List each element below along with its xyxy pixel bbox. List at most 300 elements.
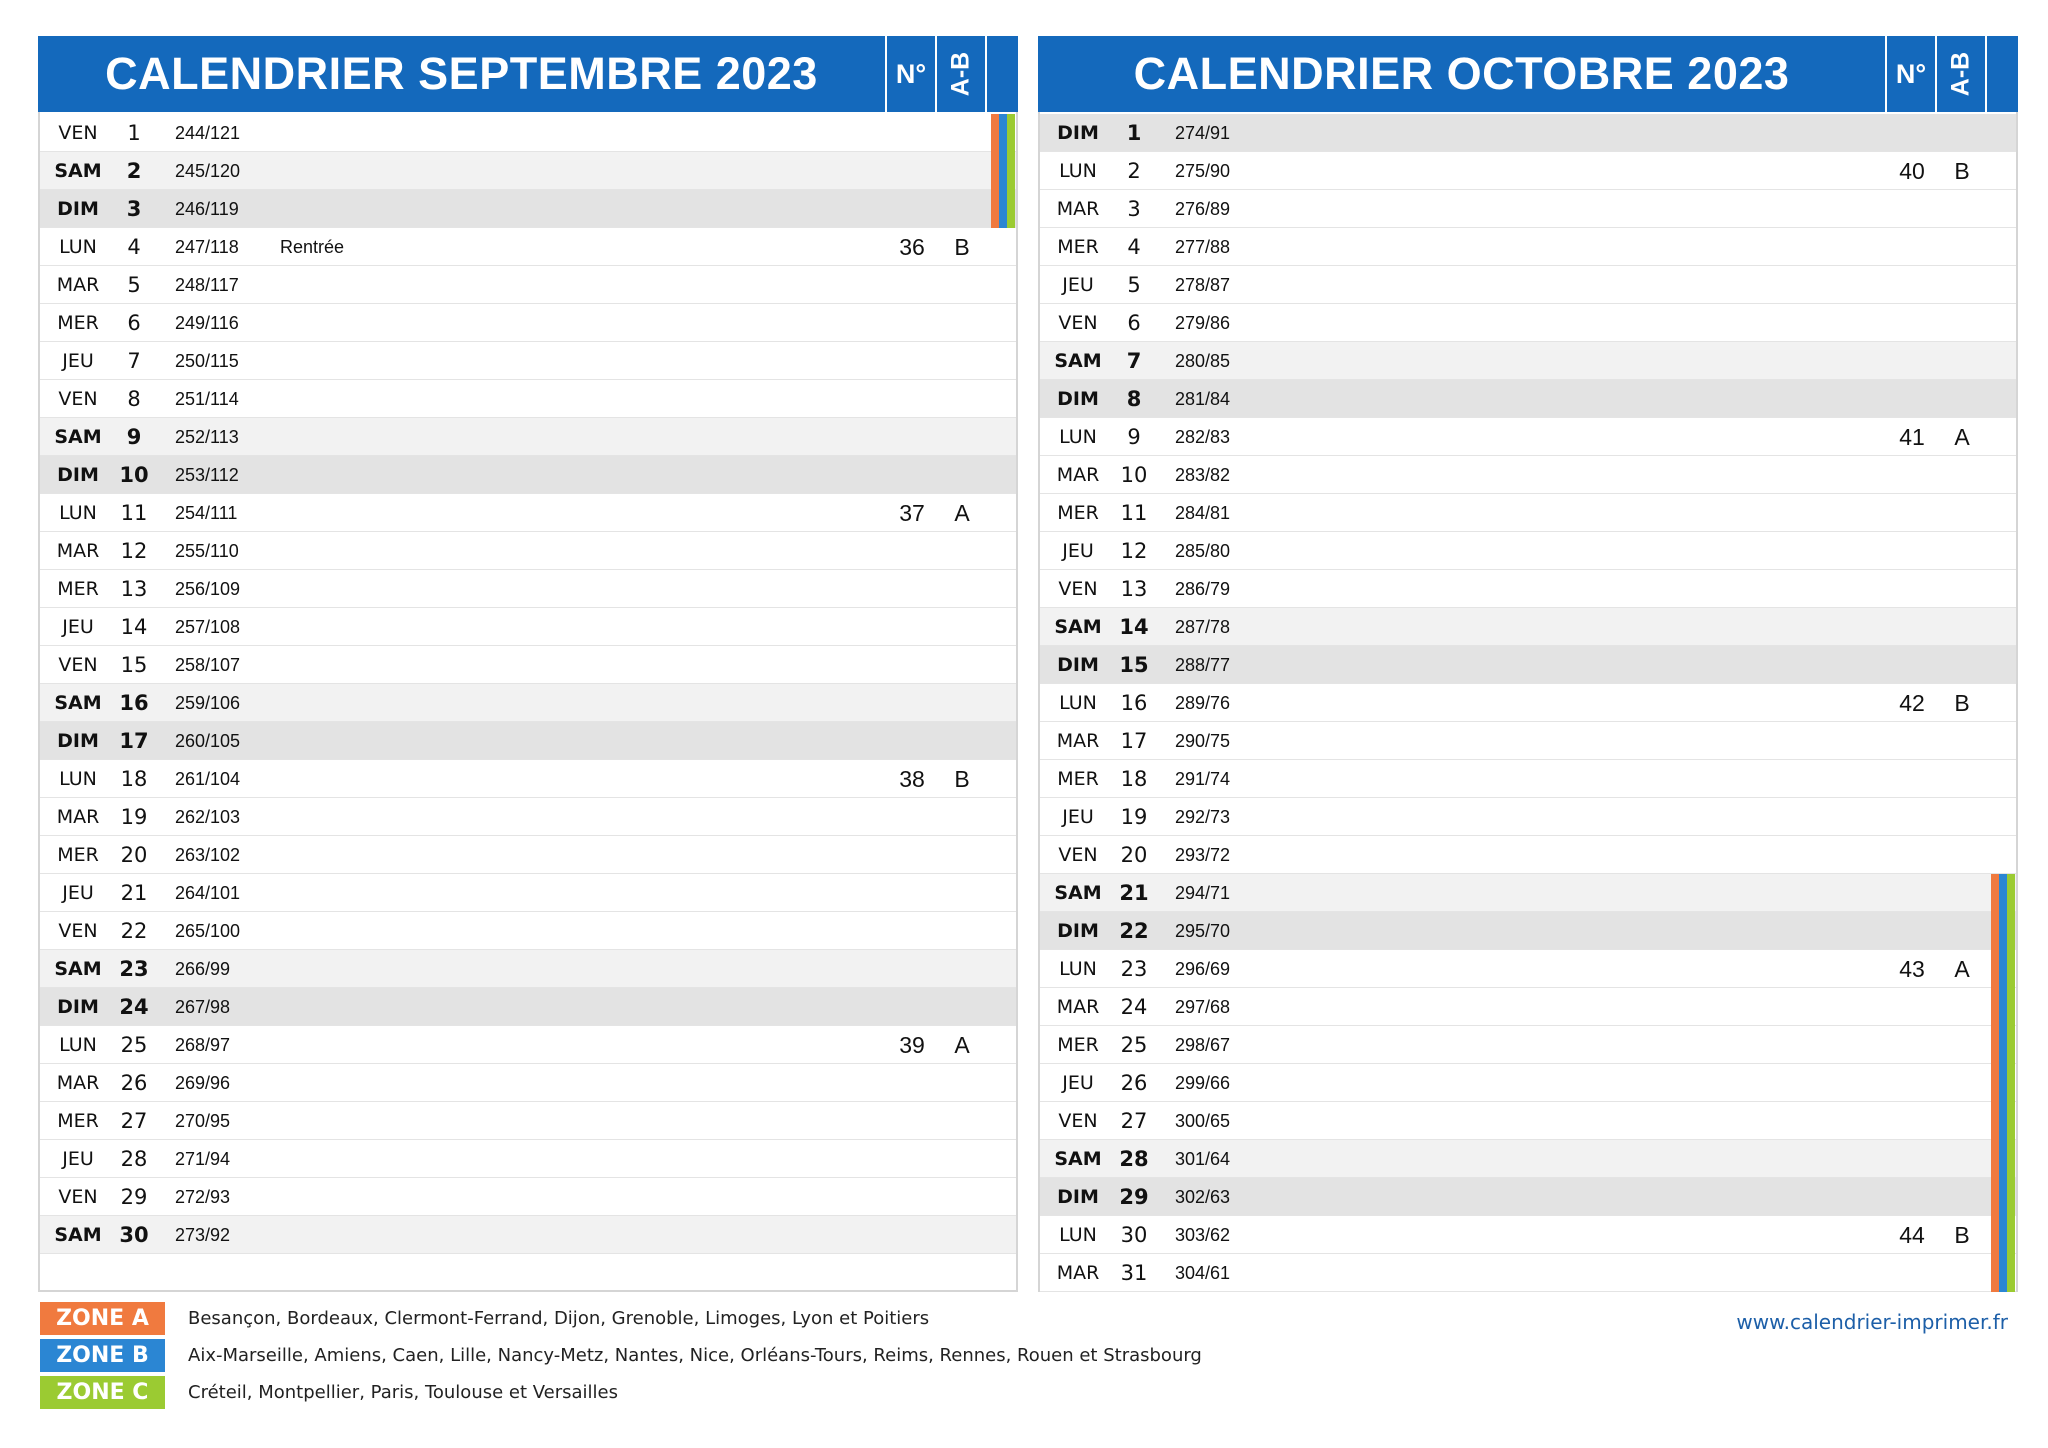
day-number: 18	[120, 767, 148, 791]
day-name: VEN	[58, 654, 98, 676]
day-row	[40, 836, 1016, 874]
day-of-year-count: 262/103	[175, 807, 241, 827]
ab-week: A	[954, 500, 970, 526]
september-calendar	[38, 36, 1018, 1292]
day-number: 17	[1120, 729, 1148, 753]
day-number: 27	[1120, 1109, 1148, 1133]
day-row	[1040, 114, 2016, 152]
day-name: MER	[1057, 768, 1099, 790]
day-name: JEU	[62, 1148, 94, 1170]
day-name: SAM	[1054, 1148, 1102, 1170]
day-number: 13	[120, 577, 148, 601]
week-number: 40	[1899, 158, 1925, 184]
day-row	[40, 988, 1016, 1026]
day-note: Rentrée	[280, 237, 345, 257]
day-number: 22	[120, 919, 148, 943]
september-day-rows	[40, 114, 1016, 1254]
day-of-year-count: 250/115	[175, 351, 239, 371]
week-number-header: N°	[1885, 36, 1935, 112]
zone-c-bar	[2007, 1216, 2015, 1254]
day-of-year-count: 266/99	[175, 959, 231, 979]
week-number: 44	[1899, 1222, 1925, 1248]
day-number: 24	[1120, 995, 1148, 1019]
day-number: 28	[120, 1147, 148, 1171]
day-name: LUN	[59, 1034, 97, 1056]
day-name: MAR	[56, 1072, 100, 1094]
zone-a-badge: ZONE A	[40, 1302, 165, 1335]
week-number: 38	[899, 766, 925, 792]
holiday-zone-indicator	[1987, 1026, 2016, 1064]
day-number: 5	[1127, 273, 1141, 297]
day-row	[40, 646, 1016, 684]
day-of-year-count: 251/114	[175, 389, 239, 409]
day-of-year-count: 244/121	[175, 123, 241, 143]
day-of-year-count: 271/94	[175, 1149, 231, 1169]
september-title: CALENDRIER SEPTEMBRE 2023	[105, 48, 818, 99]
day-name: LUN	[1059, 1224, 1097, 1246]
day-name: DIM	[1057, 1186, 1099, 1208]
day-row	[40, 1102, 1016, 1140]
day-of-year-count: 261/104	[175, 769, 241, 789]
day-of-year-count: 268/97	[175, 1035, 231, 1055]
holiday-zone-indicator	[1987, 988, 2016, 1026]
day-row	[1040, 532, 2016, 570]
day-of-year-count: 286/79	[1175, 579, 1231, 599]
week-number: 36	[899, 234, 925, 260]
day-of-year-count: 267/98	[175, 997, 231, 1017]
zone-b-bar	[1999, 912, 2007, 950]
zone-b-bar	[999, 114, 1007, 152]
day-row	[1040, 1216, 2016, 1254]
day-name: MER	[57, 578, 99, 600]
day-row	[40, 342, 1016, 380]
day-name: SAM	[1054, 616, 1102, 638]
day-row	[1040, 722, 2016, 760]
day-name: MAR	[56, 274, 100, 296]
day-number: 16	[1120, 691, 1148, 715]
legend-zone-a	[40, 1302, 1240, 1335]
zone-a-bar	[1991, 988, 1999, 1026]
day-name: DIM	[1057, 122, 1099, 144]
zone-a-bar	[1991, 874, 1999, 912]
day-of-year-count: 299/66	[1175, 1073, 1231, 1093]
day-of-year-count: 282/83	[1175, 427, 1231, 447]
day-number: 21	[120, 881, 148, 905]
day-number: 1	[127, 121, 141, 145]
day-number: 12	[120, 539, 148, 563]
zone-c-bar	[1007, 114, 1015, 152]
day-of-year-count: 279/86	[1175, 313, 1231, 333]
zone-c-bar	[2007, 912, 2015, 950]
day-of-year-count: 291/74	[1175, 769, 1231, 789]
day-number: 31	[1120, 1261, 1148, 1285]
day-number: 10	[1120, 463, 1148, 487]
zone-a-bar	[1991, 950, 1999, 988]
day-name: VEN	[58, 388, 98, 410]
day-name: LUN	[59, 768, 97, 790]
day-name: MER	[57, 1110, 99, 1132]
day-number: 14	[1119, 615, 1149, 639]
zone-c-bar	[2007, 1026, 2015, 1064]
october-title: CALENDRIER OCTOBRE 2023	[1133, 48, 1790, 99]
zone-c-bar	[2007, 1178, 2015, 1216]
day-of-year-count: 252/113	[175, 427, 239, 447]
zone-c-cities: Créteil, Montpellier, Paris, Toulouse et Versailles	[188, 1382, 619, 1403]
day-row	[40, 380, 1016, 418]
website-link[interactable]: www.calendrier-imprimer.fr	[1736, 1310, 2008, 1334]
day-name: VEN	[58, 122, 98, 144]
day-name: LUN	[1059, 160, 1097, 182]
october-header	[1038, 36, 2018, 112]
day-number: 3	[1127, 197, 1141, 221]
zone-c-bar	[2007, 988, 2015, 1026]
zone-b-bar	[1999, 1064, 2007, 1102]
zone-b-bar	[1999, 1026, 2007, 1064]
day-name: MAR	[1056, 996, 1100, 1018]
day-of-year-count: 304/61	[1175, 1263, 1231, 1283]
legend-zone-b	[40, 1339, 1240, 1372]
day-number: 7	[1126, 349, 1142, 373]
zone-b-bar	[1999, 1216, 2007, 1254]
day-name: SAM	[54, 1224, 102, 1246]
day-name: MAR	[1056, 464, 1100, 486]
day-number: 3	[126, 197, 142, 221]
day-of-year-count: 248/117	[175, 275, 239, 295]
day-row	[1040, 608, 2016, 646]
day-number: 27	[120, 1109, 148, 1133]
zone-a-cities: Besançon, Bordeaux, Clermont-Ferrand, Dijon, Grenoble, Limoges, Lyon et Poitiers	[188, 1308, 930, 1329]
zone-b-bar	[1999, 950, 2007, 988]
day-row	[40, 608, 1016, 646]
day-row	[40, 456, 1016, 494]
day-name: DIM	[1057, 920, 1099, 942]
holiday-zone-indicator	[1987, 1064, 2016, 1102]
day-name: LUN	[1059, 692, 1097, 714]
day-number: 26	[1120, 1071, 1148, 1095]
legend-zone-c	[40, 1376, 1240, 1409]
day-of-year-count: 297/68	[1175, 997, 1231, 1017]
day-name: VEN	[1058, 578, 1098, 600]
day-name: MAR	[56, 540, 100, 562]
zone-b-bar	[1999, 874, 2007, 912]
day-row	[40, 570, 1016, 608]
day-row	[40, 304, 1016, 342]
day-of-year-count: 275/90	[1175, 161, 1231, 181]
day-number: 29	[120, 1185, 148, 1209]
day-row	[40, 152, 1016, 190]
day-of-year-count: 272/93	[175, 1187, 231, 1207]
day-number: 7	[127, 349, 141, 373]
ab-week: B	[1954, 158, 1970, 184]
day-row	[40, 266, 1016, 304]
zone-a-bar	[1991, 1102, 1999, 1140]
day-number: 19	[1120, 805, 1148, 829]
day-of-year-count: 249/116	[175, 313, 239, 333]
day-of-year-count: 245/120	[175, 161, 241, 181]
day-row	[1040, 304, 2016, 342]
zone-column-header	[985, 36, 1018, 112]
day-row	[40, 114, 1016, 152]
day-name: DIM	[57, 996, 99, 1018]
day-number: 21	[1119, 881, 1149, 905]
week-number: 37	[899, 500, 925, 526]
day-row	[40, 760, 1016, 798]
day-number: 6	[1127, 311, 1141, 335]
day-row	[1040, 152, 2016, 190]
zone-b-cities: Aix-Marseille, Amiens, Caen, Lille, Nancy-Metz, Nantes, Nice, Orléans-Tours, Reims, Rennes, Rouen et Strasbourg	[188, 1345, 1202, 1366]
day-number: 15	[120, 653, 148, 677]
ab-week-header-label: A-B	[946, 51, 975, 97]
day-number: 9	[126, 425, 142, 449]
day-row	[1040, 1064, 2016, 1102]
day-of-year-count: 258/107	[175, 655, 241, 675]
day-number: 2	[1127, 159, 1141, 183]
day-of-year-count: 247/118	[175, 237, 239, 257]
day-of-year-count: 263/102	[175, 845, 241, 865]
day-name: MER	[1057, 1034, 1099, 1056]
day-row	[40, 190, 1016, 228]
day-of-year-count: 256/109	[175, 579, 241, 599]
day-row	[1040, 874, 2016, 912]
day-of-year-count: 259/106	[175, 693, 241, 713]
day-name: LUN	[1059, 958, 1097, 980]
day-number: 22	[1119, 919, 1149, 943]
day-of-year-count: 265/100	[175, 921, 241, 941]
day-row	[40, 532, 1016, 570]
day-name: SAM	[54, 958, 102, 980]
day-row	[1040, 1026, 2016, 1064]
zone-c-bar	[1007, 190, 1015, 228]
day-row	[1040, 950, 2016, 988]
day-number: 25	[120, 1033, 148, 1057]
day-of-year-count: 253/112	[175, 465, 239, 485]
day-number: 17	[119, 729, 149, 753]
zone-c-bar	[2007, 1140, 2015, 1178]
zone-a-bar	[1991, 912, 1999, 950]
day-of-year-count: 260/105	[175, 731, 241, 751]
day-number: 25	[1120, 1033, 1148, 1057]
day-name: DIM	[57, 198, 99, 220]
day-name: LUN	[59, 236, 97, 258]
day-row	[1040, 456, 2016, 494]
day-number: 8	[1126, 387, 1142, 411]
day-of-year-count: 301/64	[1175, 1149, 1231, 1169]
day-number: 30	[1120, 1223, 1148, 1247]
day-number: 29	[1119, 1185, 1149, 1209]
day-of-year-count: 294/71	[1175, 883, 1231, 903]
day-of-year-count: 281/84	[1175, 389, 1231, 409]
ab-week: B	[954, 234, 970, 260]
day-number: 8	[127, 387, 141, 411]
day-name: MAR	[56, 806, 100, 828]
day-name: VEN	[58, 1186, 98, 1208]
day-row	[40, 874, 1016, 912]
day-name: DIM	[1057, 388, 1099, 410]
day-row	[1040, 190, 2016, 228]
week-number: 39	[899, 1032, 925, 1058]
day-row	[1040, 228, 2016, 266]
day-number: 14	[120, 615, 148, 639]
day-of-year-count: 295/70	[1175, 921, 1231, 941]
day-number: 4	[1127, 235, 1141, 259]
day-row	[40, 684, 1016, 722]
day-number: 11	[1120, 501, 1148, 525]
day-name: VEN	[58, 920, 98, 942]
day-name: VEN	[1058, 844, 1098, 866]
october-calendar	[1038, 36, 2018, 1292]
zone-c-bar	[2007, 950, 2015, 988]
day-name: JEU	[1062, 1072, 1094, 1094]
day-of-year-count: 273/92	[175, 1225, 231, 1245]
day-of-year-count: 270/95	[175, 1111, 231, 1131]
week-number: 41	[1899, 424, 1925, 450]
day-name: JEU	[1062, 274, 1094, 296]
day-number: 30	[119, 1223, 149, 1247]
week-number: 43	[1899, 956, 1925, 982]
day-number: 1	[1126, 121, 1142, 145]
day-number: 20	[120, 843, 148, 867]
day-number: 10	[119, 463, 149, 487]
day-number: 2	[126, 159, 142, 183]
day-row	[1040, 684, 2016, 722]
day-row	[40, 418, 1016, 456]
holiday-zone-indicator	[1987, 912, 2016, 950]
day-name: LUN	[1059, 426, 1097, 448]
day-of-year-count: 269/96	[175, 1073, 231, 1093]
ab-week: B	[954, 766, 970, 792]
day-of-year-count: 264/101	[175, 883, 241, 903]
holiday-zone-indicator	[987, 114, 1016, 152]
day-name: MER	[1057, 236, 1099, 258]
day-name: JEU	[1062, 540, 1094, 562]
day-of-year-count: 257/108	[175, 617, 241, 637]
day-row	[40, 228, 1016, 266]
day-row	[1040, 266, 2016, 304]
day-of-year-count: 293/72	[1175, 845, 1231, 865]
holiday-zone-indicator	[1987, 950, 2016, 988]
day-of-year-count: 288/77	[1175, 655, 1231, 675]
zone-c-bar	[2007, 874, 2015, 912]
day-name: MER	[1057, 502, 1099, 524]
day-number: 15	[1119, 653, 1149, 677]
holiday-zone-indicator	[1987, 1102, 2016, 1140]
zone-b-bar	[1999, 1140, 2007, 1178]
ab-week: A	[954, 1032, 970, 1058]
day-row	[1040, 1140, 2016, 1178]
day-name: JEU	[1062, 806, 1094, 828]
zone-c-bar	[2007, 1064, 2015, 1102]
october-day-rows	[1040, 114, 2016, 1292]
day-of-year-count: 287/78	[1175, 617, 1231, 637]
zone-c-badge: ZONE C	[40, 1376, 165, 1409]
day-name: MAR	[1056, 730, 1100, 752]
zone-column-header	[1985, 36, 2018, 112]
day-name: MAR	[1056, 198, 1100, 220]
day-number: 23	[119, 957, 149, 981]
day-number: 23	[1120, 957, 1148, 981]
zone-c-bar	[2007, 1254, 2015, 1292]
day-row	[40, 1178, 1016, 1216]
zone-a-bar	[991, 114, 999, 152]
ab-week: A	[1954, 956, 1970, 982]
zone-b-bar	[1999, 1254, 2007, 1292]
day-row	[40, 912, 1016, 950]
zone-b-bar	[999, 152, 1007, 190]
day-name: DIM	[57, 464, 99, 486]
zone-a-bar	[991, 190, 999, 228]
day-name: SAM	[1054, 350, 1102, 372]
day-name: JEU	[62, 882, 94, 904]
zone-b-bar	[1999, 1178, 2007, 1216]
day-name: VEN	[1058, 1110, 1098, 1132]
day-row	[1040, 988, 2016, 1026]
zone-b-bar	[1999, 1102, 2007, 1140]
day-of-year-count: 290/75	[1175, 731, 1231, 751]
day-number: 4	[127, 235, 141, 259]
day-of-year-count: 285/80	[1175, 541, 1231, 561]
day-number: 28	[1119, 1147, 1149, 1171]
day-name: LUN	[59, 502, 97, 524]
day-name: SAM	[54, 692, 102, 714]
day-row	[1040, 1102, 2016, 1140]
day-number: 9	[1127, 425, 1141, 449]
day-of-year-count: 254/111	[175, 503, 238, 523]
day-of-year-count: 276/89	[1175, 199, 1231, 219]
day-number: 5	[127, 273, 141, 297]
ab-week-header	[1935, 36, 1985, 112]
holiday-zone-indicator	[1987, 1216, 2016, 1254]
day-name: DIM	[57, 730, 99, 752]
day-row	[1040, 342, 2016, 380]
zone-b-badge: ZONE B	[40, 1339, 165, 1372]
day-name: JEU	[62, 350, 94, 372]
day-row	[40, 494, 1016, 532]
day-name: DIM	[1057, 654, 1099, 676]
day-number: 20	[1120, 843, 1148, 867]
ab-week: B	[1954, 1222, 1970, 1248]
day-row	[40, 950, 1016, 988]
day-of-year-count: 284/81	[1175, 503, 1231, 523]
day-row	[40, 1026, 1016, 1064]
day-of-year-count: 277/88	[1175, 237, 1231, 257]
day-of-year-count: 283/82	[1175, 465, 1231, 485]
day-name: JEU	[62, 616, 94, 638]
day-of-year-count: 274/91	[1175, 123, 1231, 143]
day-row	[1040, 570, 2016, 608]
day-of-year-count: 278/87	[1175, 275, 1231, 295]
zone-a-bar	[1991, 1178, 1999, 1216]
holiday-zone-indicator	[1987, 1178, 2016, 1216]
holiday-zone-indicator	[987, 190, 1016, 228]
day-row	[1040, 836, 2016, 874]
day-name: SAM	[54, 160, 102, 182]
day-row	[1040, 912, 2016, 950]
ab-week-header-label: A-B	[1946, 51, 1975, 97]
week-number-header: N°	[885, 36, 935, 112]
day-row	[1040, 418, 2016, 456]
day-name: SAM	[1054, 882, 1102, 904]
holiday-zone-indicator	[1987, 1140, 2016, 1178]
day-name: MER	[57, 312, 99, 334]
day-name: VEN	[1058, 312, 1098, 334]
holiday-zone-indicator	[1987, 1254, 2016, 1292]
day-of-year-count: 246/119	[175, 199, 239, 219]
holiday-zone-indicator	[1987, 874, 2016, 912]
day-name: SAM	[54, 426, 102, 448]
zone-a-bar	[1991, 1026, 1999, 1064]
day-name: MAR	[1056, 1262, 1100, 1284]
day-number: 16	[119, 691, 149, 715]
